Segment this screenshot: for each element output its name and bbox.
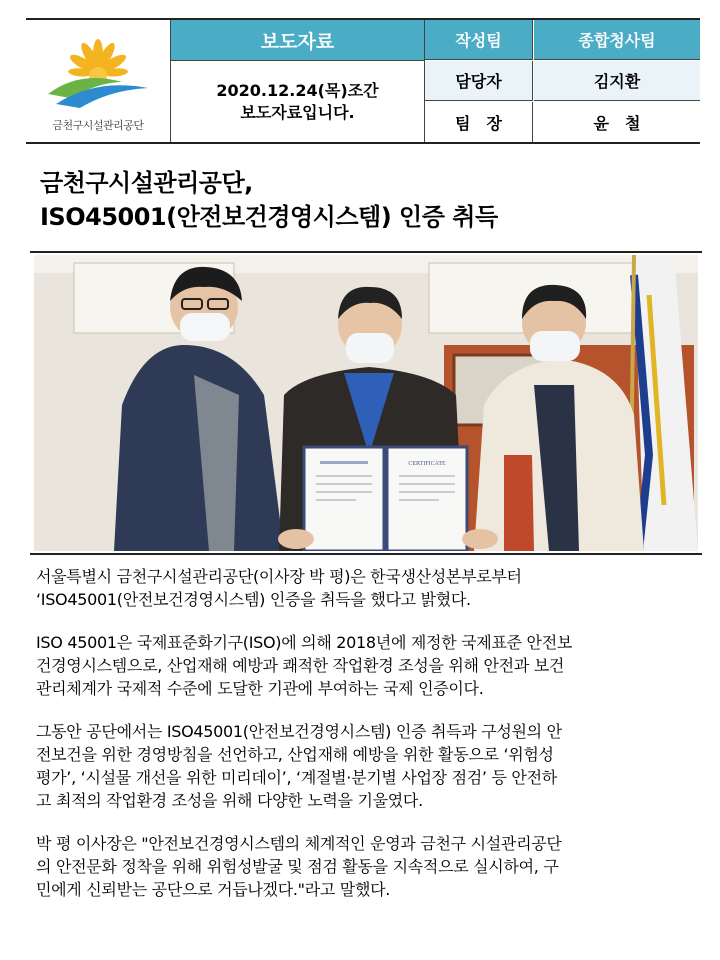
headline-line-2: ISO45001(안전보건경영시스템) 인증 취득 xyxy=(40,203,498,231)
team-label: 작성팀 xyxy=(425,20,533,60)
paragraph-1-line-2: ‘ISO45001(안전보건경영시스템) 인증을 취득을 했다고 밝혔다. xyxy=(36,590,471,609)
article-body xyxy=(36,565,704,921)
paragraph-4-line-1: 박 평 이사장은 "안전보건경영시스템의 체계적인 운영과 금천구 시설관리공단 xyxy=(36,834,562,853)
manager-label: 담당자 xyxy=(425,61,533,101)
release-info xyxy=(171,61,425,142)
paragraph-3-line-4: 고 최적의 작업환경 조성을 위해 다양한 노력을 기울였다. xyxy=(36,791,423,810)
organization-name: 금천구시설관리공단 xyxy=(52,119,144,132)
headline-line-1: 금천구시설관리공단, xyxy=(40,169,253,197)
paragraph-1-line-1: 서울특별시 금천구시설관리공단(이사장 박 평)은 한국생산성본부로부터 xyxy=(36,567,522,586)
ceremony-photo xyxy=(34,255,698,551)
paragraph-2-line-3: 관리체계가 국제적 수준에 도달한 기관에 부여하는 국제 인증이다. xyxy=(36,679,484,698)
leader-value: 윤 철 xyxy=(593,113,641,133)
paragraph-2 xyxy=(36,631,704,700)
release-note: 보도자료입니다. xyxy=(240,102,355,122)
paragraph-4-line-3: 민에게 신뢰받는 공단으로 거듭나겠다."라고 말했다. xyxy=(36,880,391,899)
certificate-heading: CERTIFICATE xyxy=(408,461,446,467)
paragraph-2-line-2: 건경영시스템으로, 산업재해 예방과 쾌적한 작업환경 조성을 위해 안전과 보건 xyxy=(36,656,565,675)
team-value: 종합청사팀 xyxy=(534,20,700,60)
headline xyxy=(40,166,498,234)
paragraph-2-line-1: ISO 45001은 국제표준화기구(ISO)에 의해 2018년에 제정한 국제표준 안전보 xyxy=(36,633,573,652)
divider-bottom xyxy=(30,553,702,555)
manager-value: 김지환 xyxy=(534,61,700,101)
press-header xyxy=(26,18,700,144)
paragraph-4-line-2: 의 안전문화 정착을 위해 위험성발굴 및 점검 활동을 지속적으로 실시하여, 구 xyxy=(36,857,559,876)
leader-label: 팀 장 xyxy=(425,102,533,142)
release-date: 2020.12.24(목)조간 xyxy=(216,80,379,100)
paragraph-3-line-1: 그동안 공단에서는 ISO45001(안전보건경영시스템) 인증 취득과 구성원의 안 xyxy=(36,722,562,741)
paragraph-3-line-3: 평가’, ‘시설물 개선을 위한 미리데이’, ‘계절별·분기별 사업장 점검’ 등 안전하 xyxy=(36,768,557,787)
paragraph-4 xyxy=(36,832,704,901)
logo-cell xyxy=(26,20,171,142)
press-release-title: 보도자료 xyxy=(171,20,425,61)
divider-top xyxy=(30,251,702,253)
organization-logo-icon xyxy=(40,32,156,116)
paragraph-1 xyxy=(36,565,704,611)
paragraph-3-line-2: 전보건을 위한 경영방침을 선언하고, 산업재해 예방을 위한 활동으로 ‘위험성 xyxy=(36,745,554,764)
paragraph-3 xyxy=(36,720,704,812)
